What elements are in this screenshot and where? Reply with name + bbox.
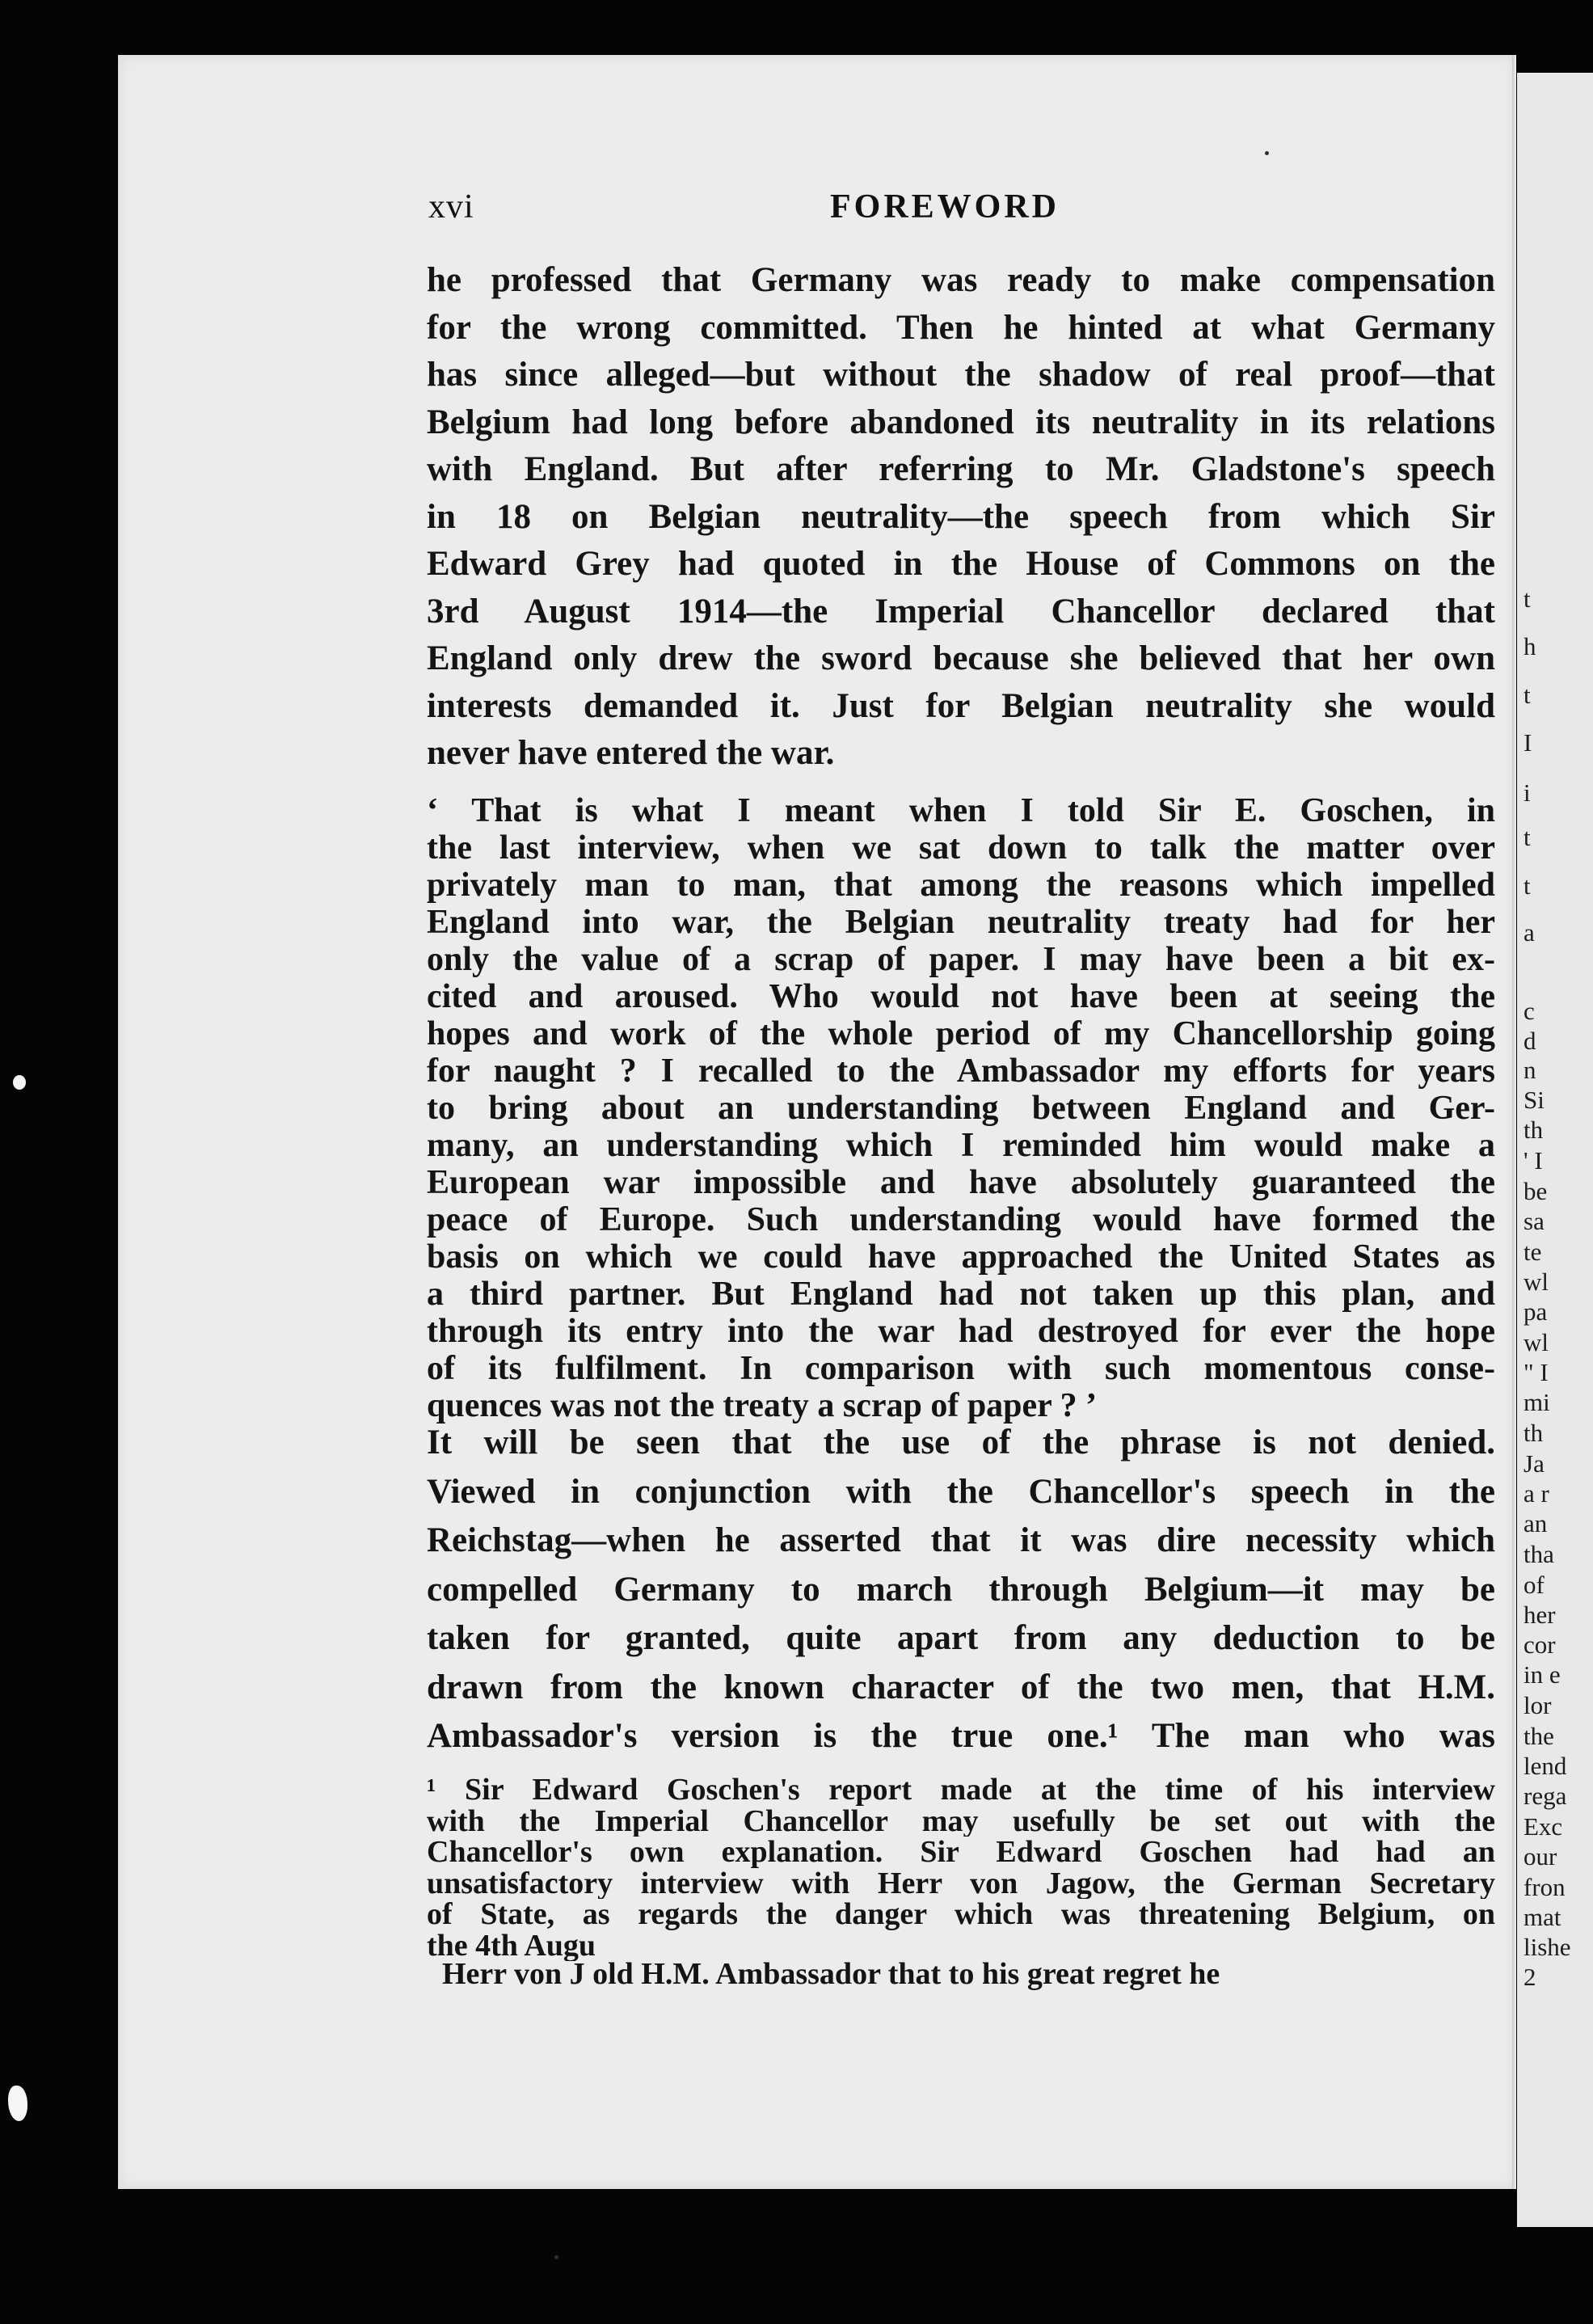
quote-line: basis on which we could have approached the United States as <box>427 1238 1495 1276</box>
paragraph-main-top <box>427 257 1495 778</box>
facing-fragment: sa <box>1523 1207 1545 1235</box>
quote-line: peace of Europe. Such understanding would have formed the <box>427 1201 1495 1238</box>
page-gutter <box>1512 55 1516 2189</box>
facing-fragment: mat <box>1523 1903 1561 1931</box>
quote-line: ‘ That is what I meant when I told Sir E. Goschen, in <box>427 792 1495 829</box>
quote-line: the last interview, when we sat down to talk the matter over <box>427 829 1495 867</box>
facing-page-edge <box>1517 73 1593 2227</box>
text-line: England only drew the sword because she believed that her own <box>427 639 1495 677</box>
facing-fragment: fron <box>1523 1873 1566 1901</box>
text-line: taken for granted, quite apart from any deduction to be <box>427 1619 1495 1657</box>
facing-fragment: n <box>1523 1056 1536 1084</box>
facing-fragment: wl <box>1523 1328 1549 1356</box>
quote-line: through its entry into the war had destroyed for ever the hope <box>427 1313 1495 1350</box>
text-line: has since alleged—but without the shadow of real proof—that <box>427 356 1495 394</box>
text-line: in 18 on Belgian neutrality—the speech from which Sir <box>427 497 1495 536</box>
footnote-line: with the Imperial Chancellor may usefully be set out with the <box>427 1805 1495 1837</box>
footnote-line: ¹ Sir Edward Goschen's report made at the time of his interview <box>427 1774 1495 1806</box>
text-line: he professed that Germany was ready to make compensation <box>427 261 1495 299</box>
facing-fragment: Si <box>1523 1086 1545 1114</box>
quote-line: European war impossible and have absolutely guaranteed the <box>427 1164 1495 1201</box>
facing-fragment: d <box>1523 1027 1536 1055</box>
facing-fragment: a <box>1523 918 1535 947</box>
facing-fragment: wl <box>1523 1267 1549 1296</box>
quote-line: only the value of a scrap of paper. I may have been a bit ex- <box>427 941 1495 978</box>
quote-line: a third partner. But England had not taken up this plan, and <box>427 1276 1495 1313</box>
scan-speck <box>1265 151 1269 155</box>
facing-fragment: an <box>1523 1509 1548 1537</box>
facing-fragment: te <box>1523 1238 1542 1266</box>
text-line: Ambassador's version is the true one.¹ The man who was <box>427 1717 1495 1755</box>
facing-fragment: lishe <box>1523 1933 1571 1961</box>
quoted-passage <box>427 792 1495 1424</box>
facing-fragment: ' I <box>1523 1146 1543 1175</box>
facing-fragment: cor <box>1523 1630 1556 1659</box>
text-line: for the wrong committed. Then he hinted at what Germany <box>427 308 1495 347</box>
facing-fragment: th <box>1523 1116 1544 1144</box>
quote-line: England into war, the Belgian neutrality treaty had for her <box>427 904 1495 941</box>
facing-fragment: lor <box>1523 1691 1552 1719</box>
running-head: FOREWORD <box>830 188 1060 226</box>
facing-fragment: " I <box>1523 1358 1549 1386</box>
footnote <box>427 1774 1495 1961</box>
facing-fragment: her <box>1523 1601 1556 1629</box>
facing-fragment: be <box>1523 1177 1548 1205</box>
footnote-line: unsatisfactory interview with Herr von Jagow, the German Secretary <box>427 1867 1495 1899</box>
facing-fragment: I <box>1523 728 1532 757</box>
facing-fragment: the <box>1523 1722 1554 1750</box>
facing-fragment: pa <box>1523 1297 1548 1326</box>
facing-fragment: in e <box>1523 1660 1561 1689</box>
facing-fragment: Ja <box>1523 1449 1545 1478</box>
footnote-line: Chancellor's own explanation. Sir Edward Goschen had had an <box>427 1837 1495 1868</box>
text-line: It will be seen that the use of the phrase is not denied. <box>427 1424 1495 1461</box>
facing-fragment: t <box>1523 681 1531 709</box>
text-line: Belgium had long before abandoned its neutrality in its relations <box>427 403 1495 441</box>
text-line: compelled Germany to march through Belgium—it may be <box>427 1570 1495 1609</box>
facing-fragment: th <box>1523 1419 1544 1447</box>
footnote-last-line: Herr von J old H.M. Ambassador that to his great regret he <box>442 1957 1220 1991</box>
quote-line: hopes and work of the whole period of my Chancellorship going <box>427 1015 1495 1052</box>
scan-speck <box>554 2255 558 2259</box>
facing-fragment: mi <box>1523 1388 1550 1416</box>
page-number: xvi <box>428 188 474 226</box>
text-line: never have entered the war. <box>427 734 835 772</box>
facing-fragment: our <box>1523 1842 1557 1871</box>
quote-line: quences was not the treaty a scrap of paper ? ’ <box>427 1387 1098 1424</box>
footnote-line: of State, as regards the danger which was threatening Belgium, on <box>427 1899 1495 1930</box>
facing-fragment: t <box>1523 584 1531 613</box>
scan-speck <box>13 1075 26 1090</box>
facing-fragment: of <box>1523 1571 1545 1599</box>
quote-line: of its fulfilment. In comparison with such momentous conse- <box>427 1350 1495 1387</box>
text-line: interests demanded it. Just for Belgian neutrality she would <box>427 686 1495 725</box>
quote-line: for naught ? I recalled to the Ambassador my efforts for years <box>427 1052 1495 1090</box>
paragraph-after-quote <box>427 1419 1495 1761</box>
facing-fragment: 2 <box>1523 1963 1536 1991</box>
scan-speck <box>8 2086 27 2121</box>
facing-fragment: rega <box>1523 1782 1567 1810</box>
text-line: 3rd August 1914—the Imperial Chancellor declared that <box>427 592 1495 631</box>
text-line: Edward Grey had quoted in the House of Commons on the <box>427 545 1495 583</box>
facing-fragment: Exc <box>1523 1812 1563 1841</box>
text-line: with England. But after referring to Mr. Gladstone's speech <box>427 450 1495 488</box>
quote-line: to bring about an understanding between England and Ger- <box>427 1090 1495 1127</box>
facing-fragment: t <box>1523 823 1531 851</box>
facing-fragment: i <box>1523 778 1531 807</box>
facing-fragment: a r <box>1523 1479 1549 1508</box>
quote-line: cited and aroused. Who would not have been at seeing the <box>427 978 1495 1015</box>
text-line: drawn from the known character of the two men, that H.M. <box>427 1668 1495 1706</box>
quote-line: many, an understanding which I reminded him would make a <box>427 1127 1495 1164</box>
footnote-line: the 4th Augu <box>427 1930 596 1961</box>
facing-fragment: h <box>1523 632 1536 660</box>
facing-fragment: tha <box>1523 1540 1554 1568</box>
facing-fragment: c <box>1523 997 1535 1025</box>
text-line: Viewed in conjunction with the Chancellor's speech in the <box>427 1472 1495 1511</box>
facing-fragment: t <box>1523 871 1531 900</box>
facing-fragment: lend <box>1523 1752 1567 1780</box>
text-line: Reichstag—when he asserted that it was dire necessity which <box>427 1521 1495 1559</box>
quote-line: privately man to man, that among the reasons which impelled <box>427 867 1495 904</box>
